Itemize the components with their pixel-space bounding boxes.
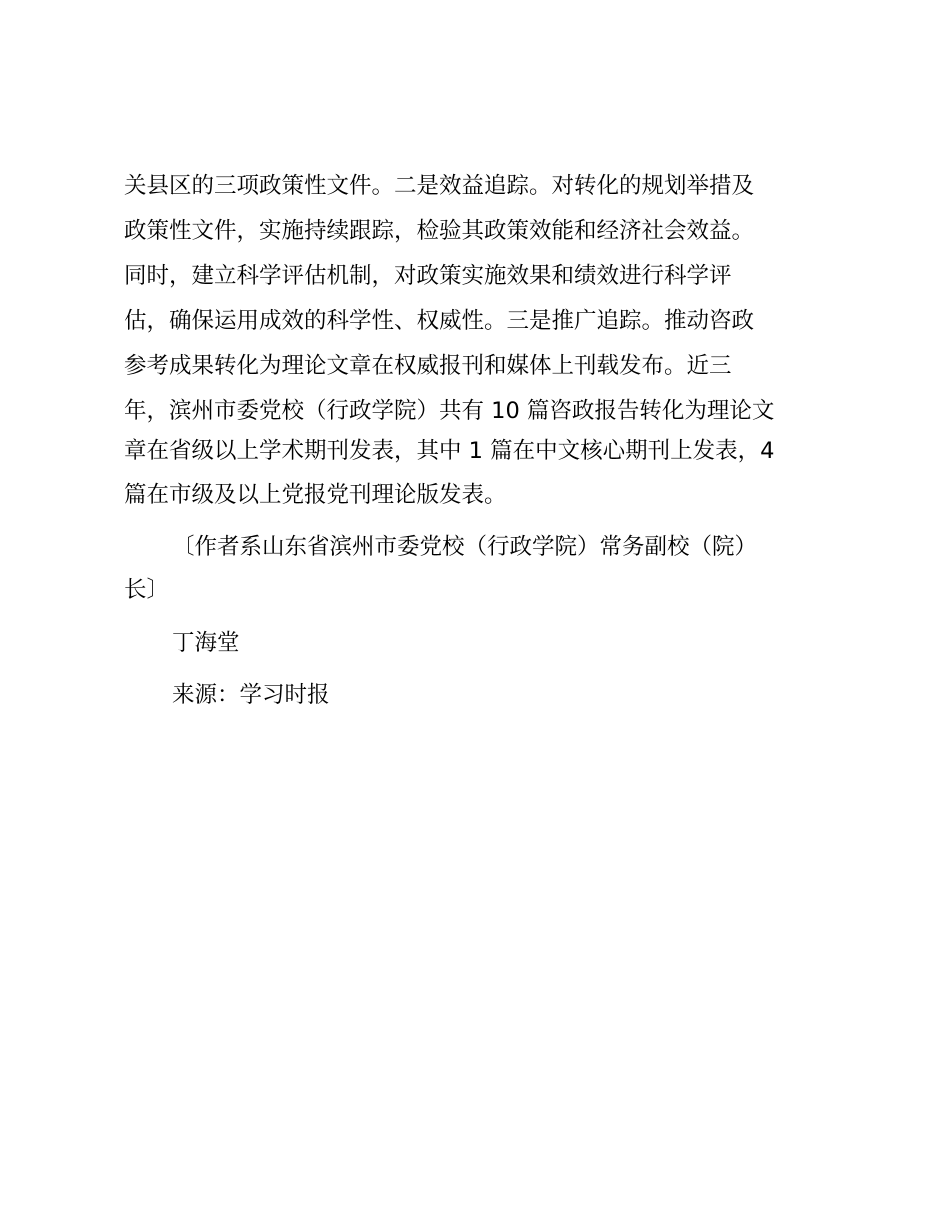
body-line-2: 政策性文件，实施持续跟踪，检验其政策效能和经济社会效益。 (124, 218, 755, 244)
body-line-8: 篇在市级及以上党报党刊理论版发表。 (124, 482, 507, 508)
author-note-line-2: 长〕 (124, 577, 170, 603)
author-name: 丁海堂 (172, 630, 240, 656)
author-note-line-1: 〔作者系山东省滨州市委党校（行政学院）常务副校（院） (172, 534, 758, 560)
body-line-1: 关县区的三项政策性文件。二是效益追踪。对转化的规划举措及 (124, 173, 755, 199)
body-line-6: 年，滨州市委党校（行政学院）共有 10 篇咨政报告转化为理论文 (124, 398, 775, 424)
source-line: 来源：学习时报 (172, 682, 330, 708)
body-line-7: 章在省级以上学术期刊发表，其中 1 篇在中文核心期刊上发表，4 (124, 438, 775, 464)
body-line-3: 同时，建立科学评估机制，对政策实施效果和绩效进行科学评 (124, 263, 732, 289)
body-line-5: 参考成果转化为理论文章在权威报刊和媒体上刊载发布。近三 (124, 353, 732, 379)
body-line-4: 估，确保运用成效的科学性、权威性。三是推广追踪。推动咨政 (124, 308, 755, 334)
